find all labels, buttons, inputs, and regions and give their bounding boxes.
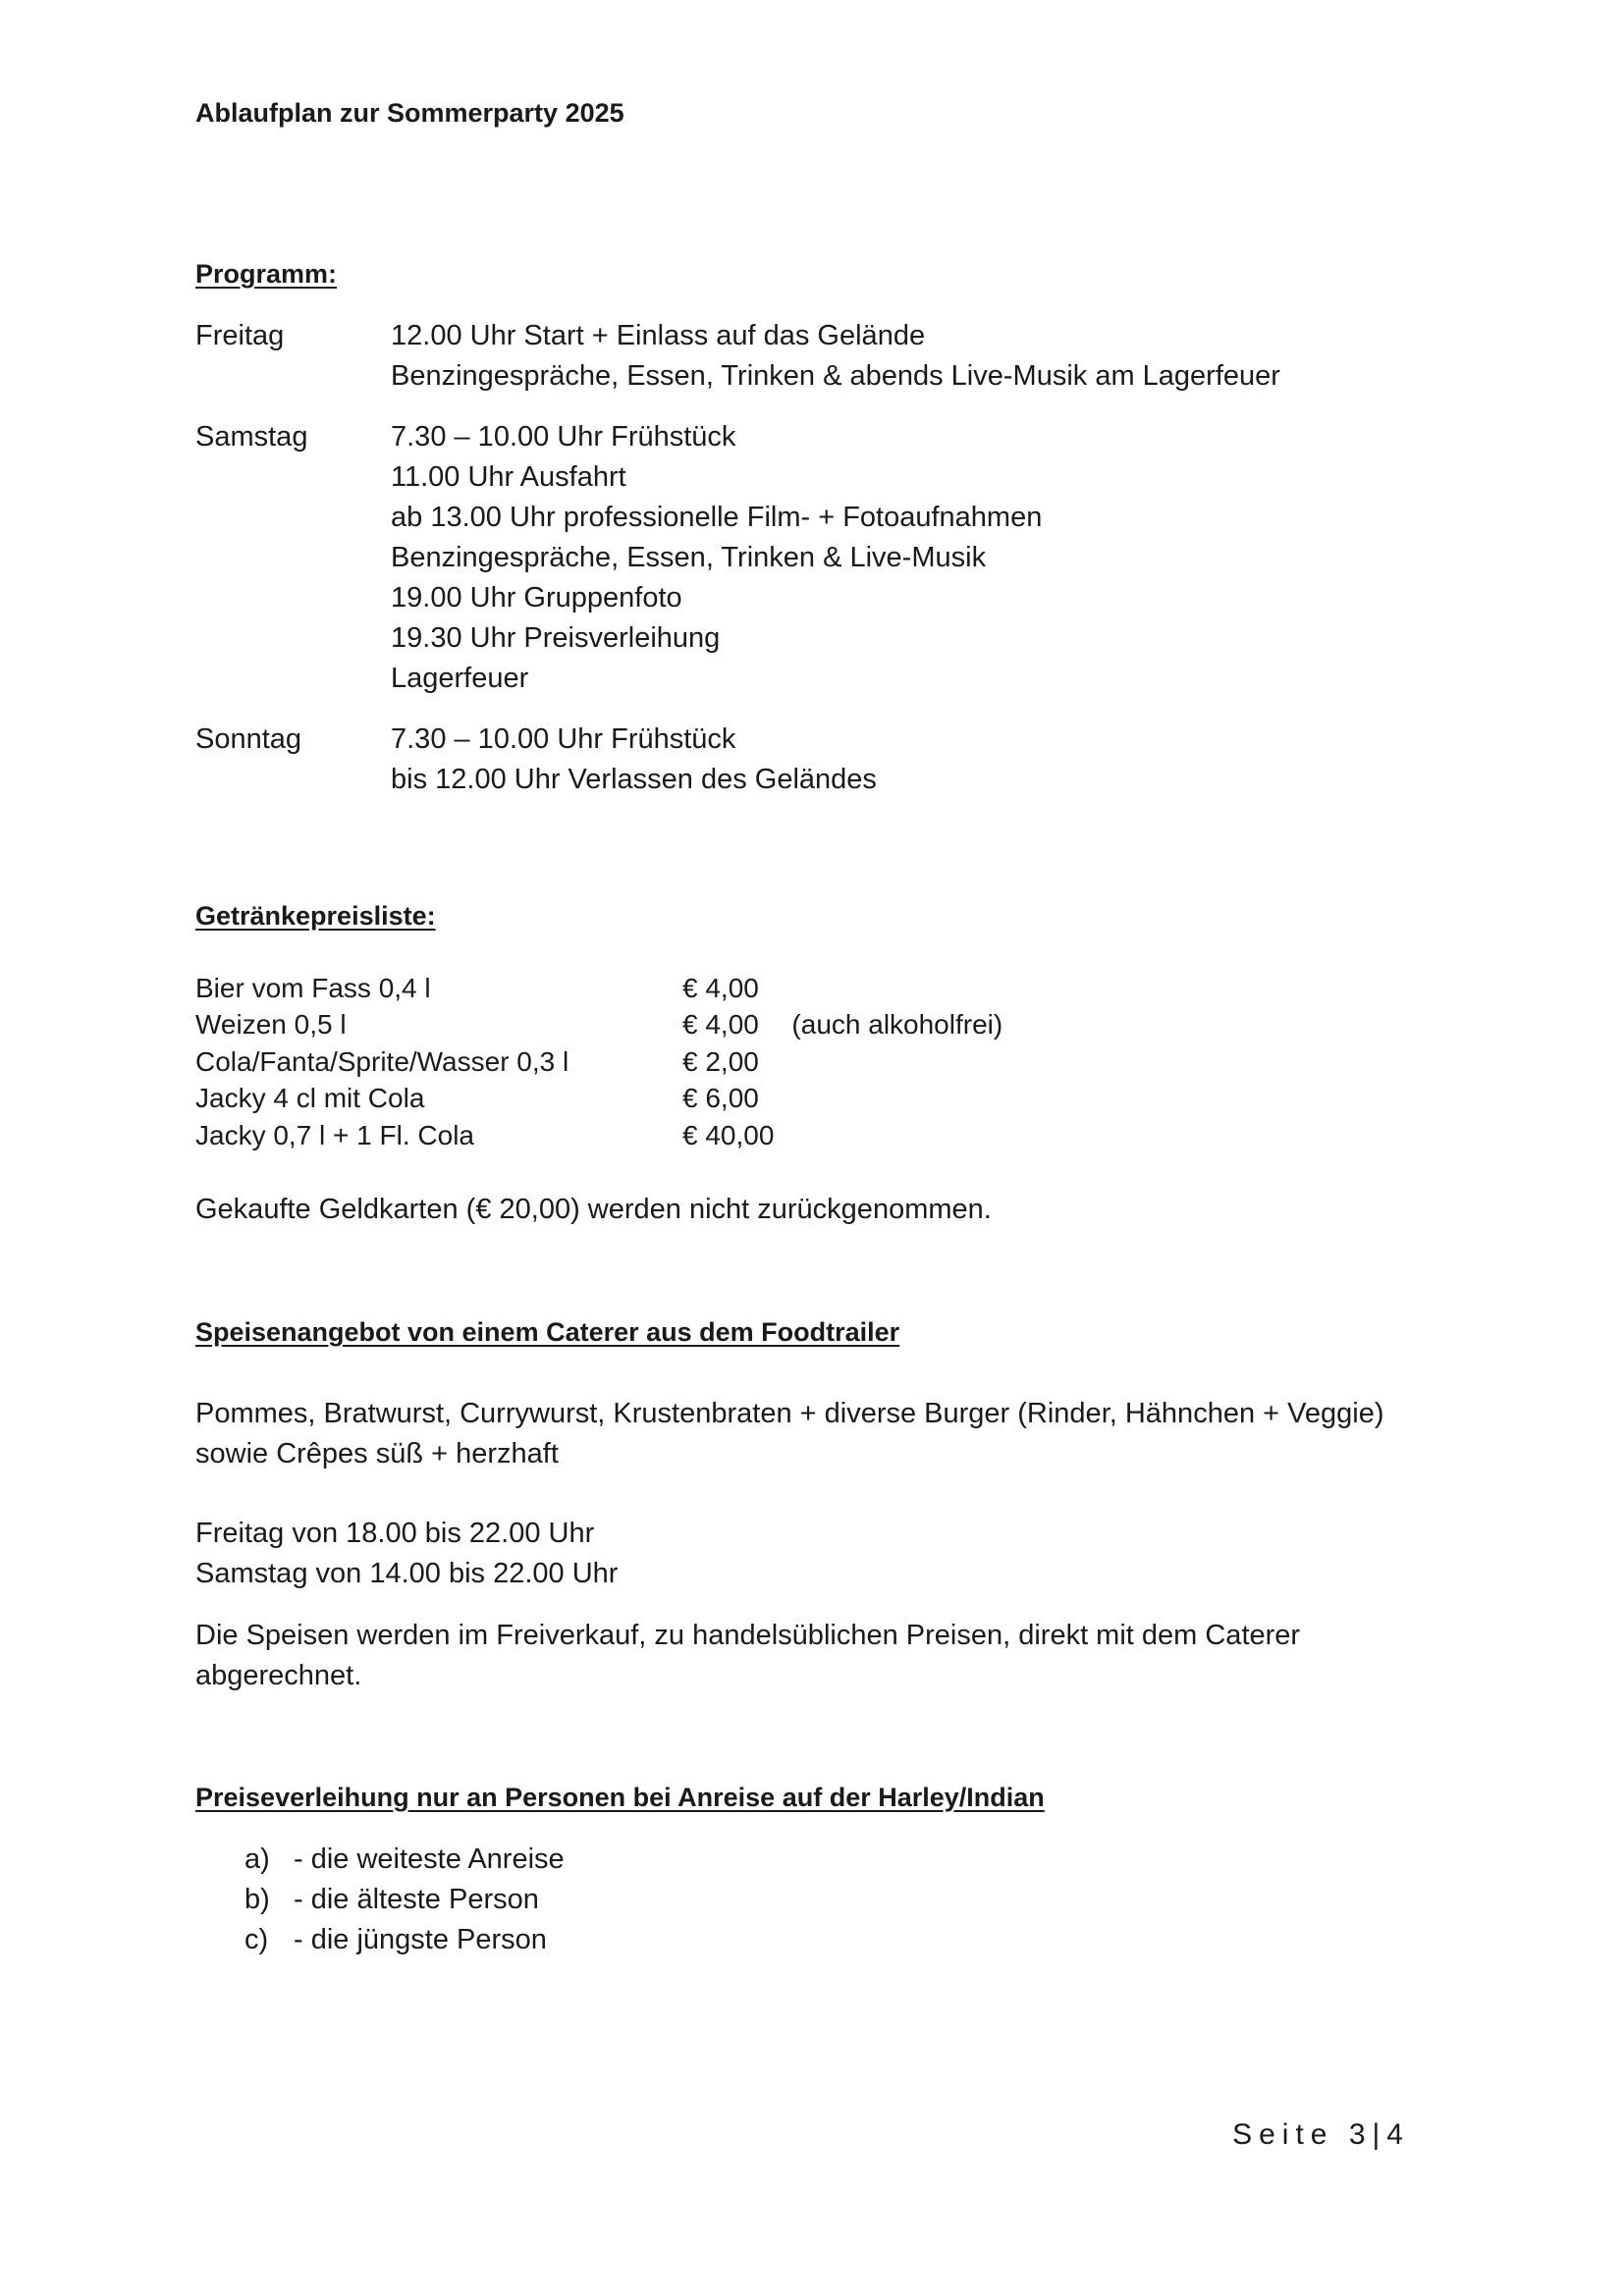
awards-heading: Preiseverleihung nur an Personen bei Anreise auf der Harley/Indian: [195, 1783, 1045, 1812]
schedule-item: 19.00 Uhr Gruppenfoto: [391, 582, 682, 614]
drink-note: [774, 970, 1002, 1007]
list-item-text: - die weiteste Anreise: [294, 1843, 565, 1875]
schedule-item: Benzingespräche, Essen, Trinken & abends Live-Musik am Lagerfeuer: [391, 360, 1280, 392]
awards-list: [244, 1840, 565, 1960]
program-day-sunday: [195, 720, 1280, 800]
drink-item: Jacky 4 cl mit Cola: [195, 1083, 425, 1114]
page-number: Seite 3|4: [1232, 2118, 1410, 2151]
drink-price: € 6,00: [682, 1083, 759, 1114]
program-day-saturday: [195, 417, 1280, 699]
drink-note: (auch alkoholfrei): [791, 1009, 1003, 1041]
list-item-text: - die jüngste Person: [294, 1924, 547, 1955]
food-description-line: sowie Crêpes süß + herzhaft: [195, 1438, 559, 1469]
food-billing-line: abgerechnet.: [195, 1660, 362, 1691]
document-title: Ablaufplan zur Sommerparty 2025: [195, 98, 624, 128]
table-row: [195, 1081, 1002, 1118]
drink-item: Cola/Fanta/Sprite/Wasser 0,3 l: [195, 1045, 569, 1077]
food-description-line: Pommes, Bratwurst, Currywurst, Krustenbraten + diverse Burger (Rinder, Hähnchen + Veggie): [195, 1398, 1384, 1429]
schedule-item: 7.30 – 10.00 Uhr Frühstück: [391, 421, 736, 453]
day-items: [391, 720, 877, 800]
day-items: [391, 417, 1042, 699]
drink-item: Jacky 0,7 l + 1 Fl. Cola: [195, 1119, 475, 1150]
program-day-friday: [195, 316, 1280, 397]
drink-item: Weizen 0,5 l: [195, 1009, 347, 1041]
schedule-item: Benzingespräche, Essen, Trinken & Live-Musik: [391, 542, 987, 573]
table-row: [195, 1117, 1002, 1154]
list-item: [244, 1840, 565, 1880]
schedule-item: 12.00 Uhr Start + Einlass auf das Gelände: [391, 320, 926, 351]
schedule-item: ab 13.00 Uhr professionelle Film- + Fotoaufnahmen: [391, 502, 1043, 533]
list-item: [244, 1920, 565, 1960]
drink-price: € 4,00: [682, 1009, 759, 1041]
food-description: [195, 1394, 1433, 1474]
list-item-letter: a): [244, 1843, 270, 1875]
food-times: [195, 1514, 1433, 1594]
drink-price: € 2,00: [682, 1045, 759, 1077]
day-name: Samstag: [195, 421, 308, 453]
food-heading: Speisenangebot von einem Caterer aus dem Foodtrailer: [195, 1317, 900, 1347]
food-billing-line: Die Speisen werden im Freiverkauf, zu handelsüblichen Preisen, direkt mit dem Caterer: [195, 1620, 1301, 1651]
schedule-item: bis 12.00 Uhr Verlassen des Geländes: [391, 764, 877, 795]
list-item-text: - die älteste Person: [294, 1884, 539, 1915]
schedule-item: 19.30 Uhr Preisverleihung: [391, 622, 721, 654]
table-row: [195, 1007, 1002, 1044]
list-item-letter: b): [244, 1884, 270, 1915]
day-items: [391, 316, 1280, 397]
money-card-notice: Gekaufte Geldkarten (€ 20,00) werden nicht zurückgenommen.: [195, 1194, 992, 1225]
food-time-line: Freitag von 18.00 bis 22.00 Uhr: [195, 1518, 595, 1549]
program-heading: Programm:: [195, 259, 338, 289]
day-name: Sonntag: [195, 723, 302, 755]
table-row: [195, 970, 1002, 1007]
food-time-line: Samstag von 14.00 bis 22.00 Uhr: [195, 1558, 619, 1589]
drink-item: Bier vom Fass 0,4 l: [195, 972, 431, 1003]
program-schedule: [195, 316, 1280, 821]
drinks-heading: Getränkepreisliste:: [195, 901, 436, 931]
table-row: [195, 1043, 1002, 1081]
schedule-item: 11.00 Uhr Ausfahrt: [391, 461, 626, 493]
drink-note: [774, 1043, 1002, 1081]
food-billing: [195, 1616, 1433, 1696]
schedule-item: Lagerfeuer: [391, 663, 529, 694]
list-item-letter: c): [244, 1924, 269, 1955]
drink-note: [774, 1117, 1002, 1154]
drink-price: € 40,00: [682, 1119, 775, 1150]
drinks-price-table: [195, 970, 1002, 1154]
list-item: [244, 1880, 565, 1920]
drink-price: € 4,00: [682, 972, 759, 1003]
schedule-item: 7.30 – 10.00 Uhr Frühstück: [391, 723, 736, 755]
day-name: Freitag: [195, 320, 285, 351]
drink-note: [774, 1081, 1002, 1118]
